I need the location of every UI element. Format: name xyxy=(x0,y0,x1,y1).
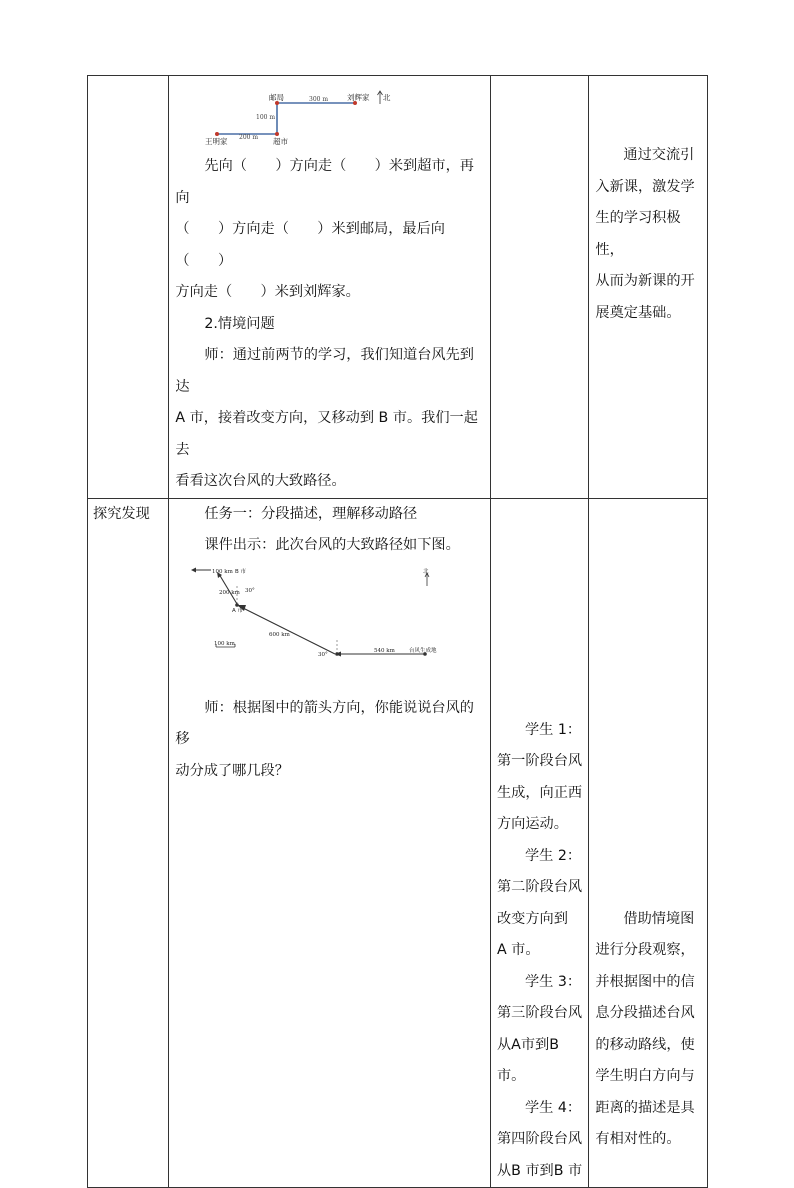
teacher-activity-cell xyxy=(169,498,491,1188)
distance-540km-label: 540 km xyxy=(374,647,396,654)
design-line: 入新课，激发学 xyxy=(595,178,695,195)
design-line: 从而为新课的开 xyxy=(595,273,695,289)
task-title: 任务一：分段描述，理解移动路径 xyxy=(204,505,418,522)
design-line: 学生明白方向与 xyxy=(595,1068,695,1084)
stage-cell xyxy=(88,76,169,499)
stage-label: 探究发现 xyxy=(93,505,150,522)
design-line: 并根据图中的信 xyxy=(595,973,695,990)
student-line: A 市。 xyxy=(496,942,540,958)
question-block xyxy=(169,151,490,498)
teacher-activity-cell xyxy=(169,76,491,499)
route-map-figure xyxy=(169,76,489,151)
liuhui-home-label: 刘辉家 xyxy=(347,93,370,102)
design-intent-text xyxy=(589,499,707,1156)
question-line: 方向走（ ）米到刘辉家。 xyxy=(175,284,360,300)
supermarket-label: 超市 xyxy=(273,137,289,146)
design-line: 息分段描述台风 xyxy=(595,1005,695,1021)
student-line: 从B 市到B 市 xyxy=(496,1162,583,1179)
design-intent-text xyxy=(589,76,707,329)
student-response xyxy=(497,1093,583,1188)
north-label: 北 xyxy=(423,568,429,575)
post-office-label: 邮局 xyxy=(269,93,285,102)
b-distance-label: 100 km xyxy=(212,568,234,575)
teacher-question-block xyxy=(169,693,490,788)
student-line: 改变方向到 xyxy=(496,910,568,927)
teacher-line: A 市，接着改变方向，又移动到 B 市。我们一起去 xyxy=(175,410,478,458)
origin-label: 台风生成地 xyxy=(409,647,437,654)
north-label: 北 xyxy=(383,93,391,102)
location-dot xyxy=(275,132,279,136)
student-label: 学生 4： xyxy=(524,1099,582,1116)
student-response xyxy=(497,715,583,841)
city-a-dot xyxy=(236,603,240,607)
design-line: 距离的描述是具 xyxy=(595,1099,695,1116)
design-line: 展奠定基础。 xyxy=(595,304,681,321)
teacher-line: 师：通过前两节的学习，我们知道台风先到达 xyxy=(175,347,474,395)
design-line: 进行分段观察， xyxy=(595,942,695,958)
stage-label xyxy=(88,76,168,82)
student-label: 学生 3： xyxy=(524,973,582,990)
wangming-home-label: 王明家 xyxy=(205,137,228,146)
student-activity-cell xyxy=(490,498,588,1188)
student-line: 第三阶段台风 xyxy=(496,1005,583,1021)
student-line: 生成，向正西 xyxy=(496,784,583,801)
teacher-line: 师：根据图中的箭头方向，你能说说台风的移 xyxy=(175,699,474,747)
angle-top-label: 30° xyxy=(245,587,256,594)
design-line: 有相对性的。 xyxy=(595,1131,681,1147)
distance-200km-label: 200 km xyxy=(219,589,241,596)
student-response xyxy=(497,967,583,1093)
question-line: （ ）方向走（ ）米到邮局，最后向（ ） xyxy=(175,221,445,269)
design-line: 借助情境图 xyxy=(623,910,695,927)
student-response xyxy=(497,841,583,967)
task-block xyxy=(169,499,490,561)
design-line: 生的学习积极性， xyxy=(595,210,681,258)
turning-point-dot xyxy=(336,652,340,656)
distance-300-label: 300 m xyxy=(309,96,329,103)
student-line: 从A市到B市。 xyxy=(496,1036,559,1084)
path-segment-to-a xyxy=(239,606,335,654)
teacher-line: 看看这次台风的大致路径。 xyxy=(175,473,346,489)
question-line: 先向（ ）方向走（ ）米到超市，再向 xyxy=(175,158,474,206)
design-intent-cell xyxy=(589,498,708,1188)
city-a-label: A 市 xyxy=(232,607,244,614)
distance-100-label: 100 m xyxy=(256,114,276,121)
student-line: 第二阶段台风 xyxy=(496,879,583,895)
distance-600km-label: 600 km xyxy=(269,631,291,638)
student-responses xyxy=(491,499,588,1188)
design-line: 通过交流引 xyxy=(623,147,695,163)
student-line: 第四阶段台风 xyxy=(496,1131,583,1147)
angle-bottom-label: 30° xyxy=(318,651,329,658)
table-row xyxy=(88,498,708,1188)
student-label: 学生 1： xyxy=(524,721,582,738)
section-title: 2.情境问题 xyxy=(204,315,275,332)
arrowhead-icon xyxy=(191,567,196,572)
courseware-line: 课件出示：此次台风的大致路径如下图。 xyxy=(204,536,460,553)
student-activity-cell xyxy=(490,76,588,499)
location-dot xyxy=(215,132,219,136)
distance-200-label: 200 m xyxy=(239,134,259,141)
design-line: 的移动路线，使 xyxy=(595,1036,695,1053)
scale-label: 100 km xyxy=(214,640,236,647)
typhoon-path-figure xyxy=(169,565,489,677)
stage-cell xyxy=(88,498,169,1188)
student-line: 第一阶段台风 xyxy=(496,753,583,769)
student-line: 方向运动。 xyxy=(496,816,568,832)
table-row xyxy=(88,76,708,499)
teacher-line: 动分成了哪几段？ xyxy=(175,762,289,779)
path-segment-a-to-b xyxy=(219,574,237,604)
lesson-plan-table xyxy=(87,75,708,1188)
city-b-label: B 市 xyxy=(235,568,247,575)
student-label: 学生 2： xyxy=(524,847,582,864)
design-intent-cell xyxy=(589,76,708,499)
